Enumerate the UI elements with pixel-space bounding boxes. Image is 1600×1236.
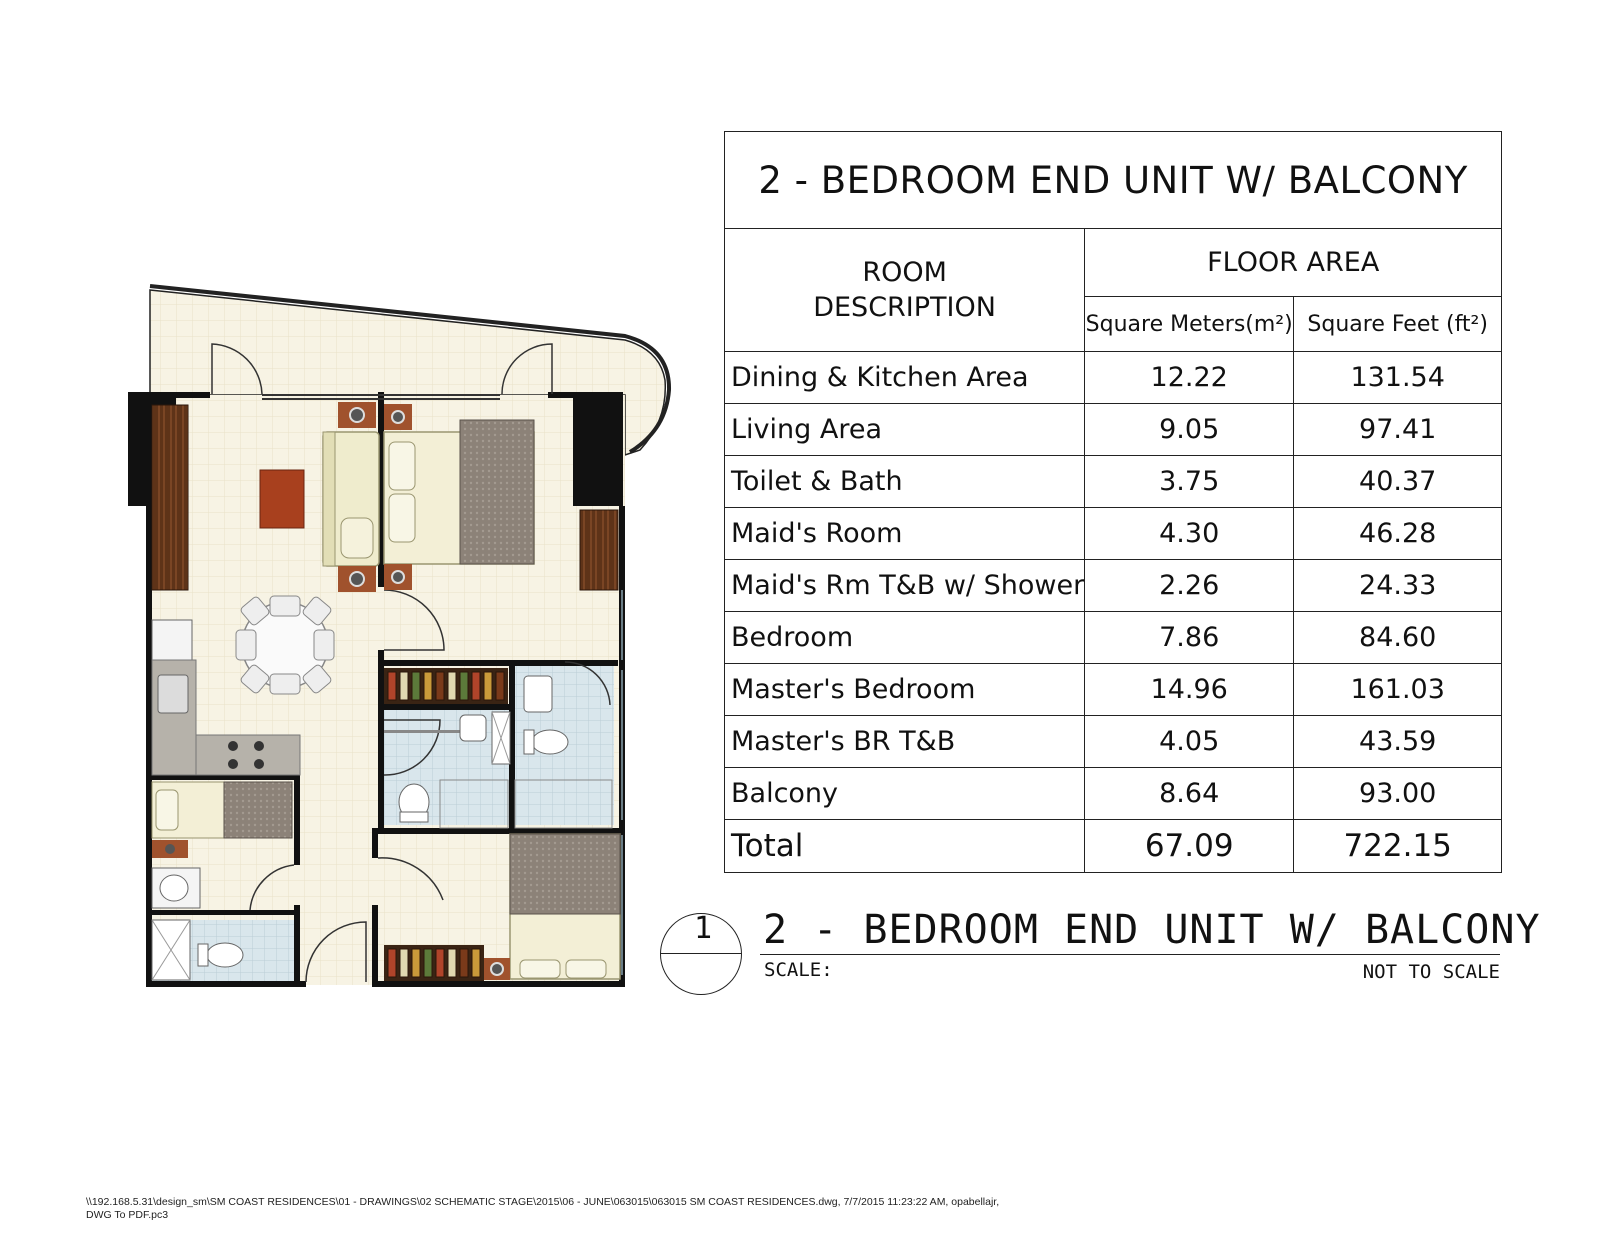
room-description-header xyxy=(725,229,1085,352)
sqm-value: 4.05 xyxy=(1085,716,1294,768)
room-name: Dining & Kitchen Area xyxy=(725,352,1085,404)
sqft-value: 131.54 xyxy=(1294,352,1502,404)
drawing-number: 1 xyxy=(694,911,713,946)
title-underline xyxy=(760,954,1500,955)
file-path-footer xyxy=(86,1196,999,1222)
drawing-title: 2 - BEDROOM END UNIT W/ BALCONY xyxy=(763,907,1541,953)
sqm-value: 3.75 xyxy=(1085,456,1294,508)
sqft-value: 43.59 xyxy=(1294,716,1502,768)
sqm-value: 8.64 xyxy=(1085,768,1294,820)
table-row xyxy=(725,508,1502,560)
room-header-line1: ROOM xyxy=(862,257,947,288)
room-name: Bedroom xyxy=(725,612,1085,664)
sqft-value: 40.37 xyxy=(1294,456,1502,508)
table-title: 2 - BEDROOM END UNIT W/ BALCONY xyxy=(725,132,1502,229)
sqft-value: 84.60 xyxy=(1294,612,1502,664)
table-row xyxy=(725,560,1502,612)
table-row xyxy=(725,768,1502,820)
room-name: Toilet & Bath xyxy=(725,456,1085,508)
table-row xyxy=(725,456,1502,508)
floor-area-table xyxy=(724,131,1502,873)
sqft-value: 161.03 xyxy=(1294,664,1502,716)
table-row xyxy=(725,404,1502,456)
bedroom-bed xyxy=(384,404,534,590)
room-name: Balcony xyxy=(725,768,1085,820)
dining-table xyxy=(236,596,334,695)
table-row xyxy=(725,716,1502,768)
sqm-value: 4.30 xyxy=(1085,508,1294,560)
floor-area-header: FLOOR AREA xyxy=(1085,229,1502,297)
sqm-value: 2.26 xyxy=(1085,560,1294,612)
room-name: Master's BR T&B xyxy=(725,716,1085,768)
total-sqft: 722.15 xyxy=(1294,820,1502,873)
floor-plan xyxy=(0,0,700,1236)
table-row xyxy=(725,664,1502,716)
sqft-value: 46.28 xyxy=(1294,508,1502,560)
sqm-value: 12.22 xyxy=(1085,352,1294,404)
sqm-value: 7.86 xyxy=(1085,612,1294,664)
sqft-value: 24.33 xyxy=(1294,560,1502,612)
total-label: Total xyxy=(725,820,1085,873)
room-name: Master's Bedroom xyxy=(725,664,1085,716)
room-name: Maid's Room xyxy=(725,508,1085,560)
room-name: Living Area xyxy=(725,404,1085,456)
scale-label: SCALE: xyxy=(764,959,833,981)
table-row xyxy=(725,612,1502,664)
sqft-value: 93.00 xyxy=(1294,768,1502,820)
sqft-value: 97.41 xyxy=(1294,404,1502,456)
room-name: Maid's Rm T&B w/ Shower xyxy=(725,560,1085,612)
room-header-line2: DESCRIPTION xyxy=(813,292,996,323)
sqm-value: 9.05 xyxy=(1085,404,1294,456)
drawing-title-block xyxy=(660,905,1541,1005)
sqft-header: Square Feet (ft²) xyxy=(1294,297,1502,352)
scale-value: NOT TO SCALE xyxy=(1362,961,1500,983)
file-path-line2: DWG To PDF.pc3 xyxy=(86,1209,169,1221)
table-row xyxy=(725,352,1502,404)
total-row xyxy=(725,820,1502,873)
file-path-line1: \\192.168.5.31\design_sm\SM COAST RESIDENCES\01 - DRAWINGS\02 SCHEMATIC STAGE\2015\06 - JUNE\063015\063015 SM COAST RESIDENCES.dwg, 7/7/2015 11:23:22 AM, opabellajr, xyxy=(86,1196,1000,1208)
sqm-header: Square Meters(m²) xyxy=(1085,297,1294,352)
sqm-value: 14.96 xyxy=(1085,664,1294,716)
total-sqm: 67.09 xyxy=(1085,820,1294,873)
